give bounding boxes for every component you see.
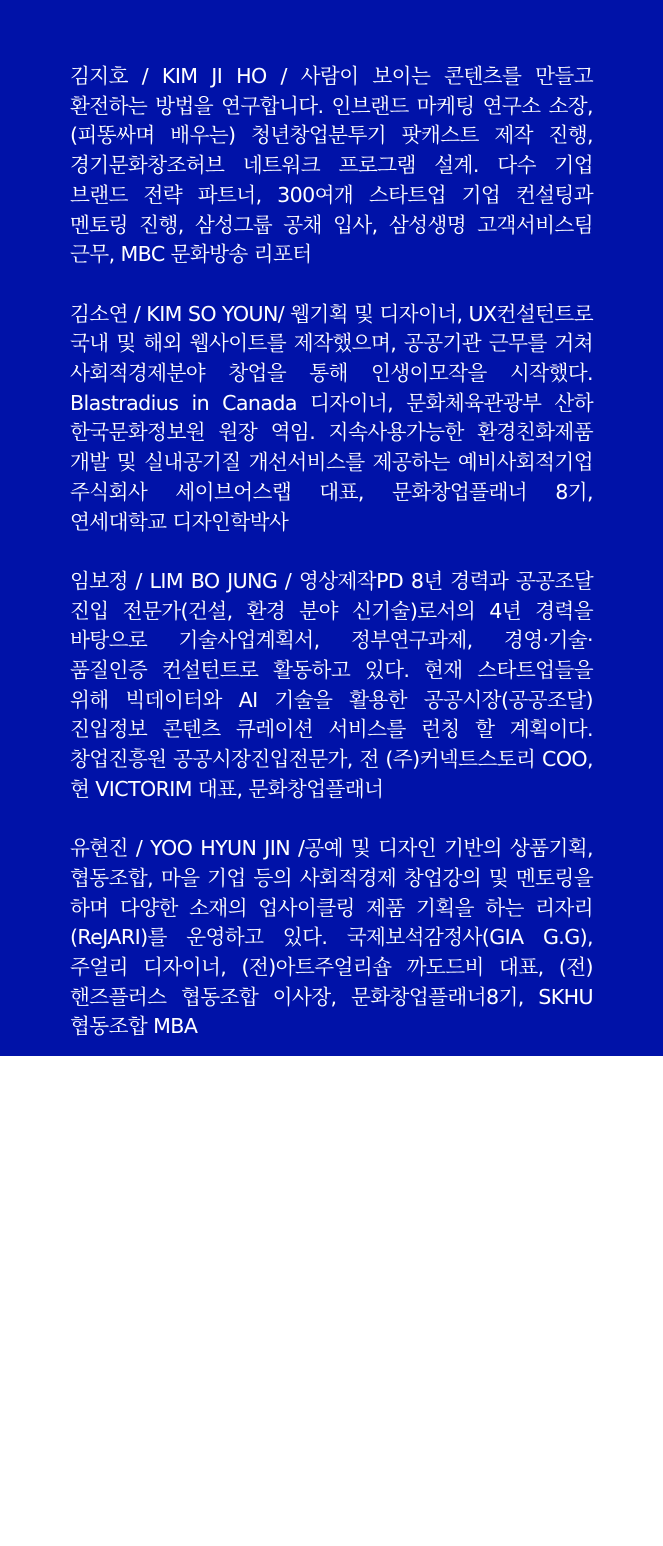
bio-yoo-hyun-jin: 유현진 / YOO HYUN JIN /공예 및 디자인 기반의 상품기획, 협동조합, 마을 기업 등의 사회적경제 창업강의 및 멘토링을 하며 다양한 소재의 업사이클링 제품 기획을 하는 리자리(ReJARI)를 운영하고 있다. 국제보석감정사(GIA G.G), 주얼리 디자이너, (전)아트주얼리숍 까도드비 대표, (전)핸즈플러스 협동조합 이사장, 문화창업플래너8기, SKHU 협동조합 MBA [70, 836, 593, 1039]
bio-lim-bo-jung: 임보정 / LIM BO JUNG / 영상제작PD 8년 경력과 공공조달 진입 전문가(건설, 환경 분야 신기술)로서의 4년 경력을 바탕으로 기술사업계획서, 정부연구과제, 경영·기술·품질인증 컨설턴트로 활동하고 있다. 현재 스타트업들을 위해 빅데이터와 AI 기술을 활용한 공공시장(공공조달) 진입정보 콘텐츠 큐레이션 서비스를 런칭 할 계획이다. 창업진흥원 공공시장진입전문가, 전 (주)커넥트스토리 COO, 현 VICTORIM 대표, 문화창업플래너 [70, 568, 593, 801]
bio-kim-so-youn: 김소연 / KIM SO YOUN/ 웹기획 및 디자이너, UX컨설턴트로 국내 및 해외 웹사이트를 제작했으며, 공공기관 근무를 거쳐 사회적경제분야 창업을 통해 인생이모작을 시작했다. Blastradius in Canada 디자이너, 문화체육관광부 산하 한국문화정보원 원장 역임. 지속사용가능한 환경친화제품 개발 및 실내공기질 개선서비스를 제공하는 예비사회적기업 주식회사 세이브어스랩 대표, 문화창업플래너 8기, 연세대학교 디자인학박사 [70, 301, 593, 534]
bio-kim-ji-ho: 김지호 / KIM JI HO / 사람이 보이는 콘텐츠를 만들고 환전하는 방법을 연구합니다. 인브랜드 마케팅 연구소 소장, (피똥싸며 배우는) 청년창업분투기 팟캐스트 제작 진행, 경기문화창조허브 네트워크 프로그램 설계. 다수 기업 브랜드 전략 파트너, 300여개 스타트업 기업 컨설팅과 멘토링 진행, 삼성그룹 공채 입사, 삼성생명 고객서비스팀 근무, MBC 문화방송 리포터 [70, 64, 593, 267]
blank-area [0, 1056, 663, 1546]
